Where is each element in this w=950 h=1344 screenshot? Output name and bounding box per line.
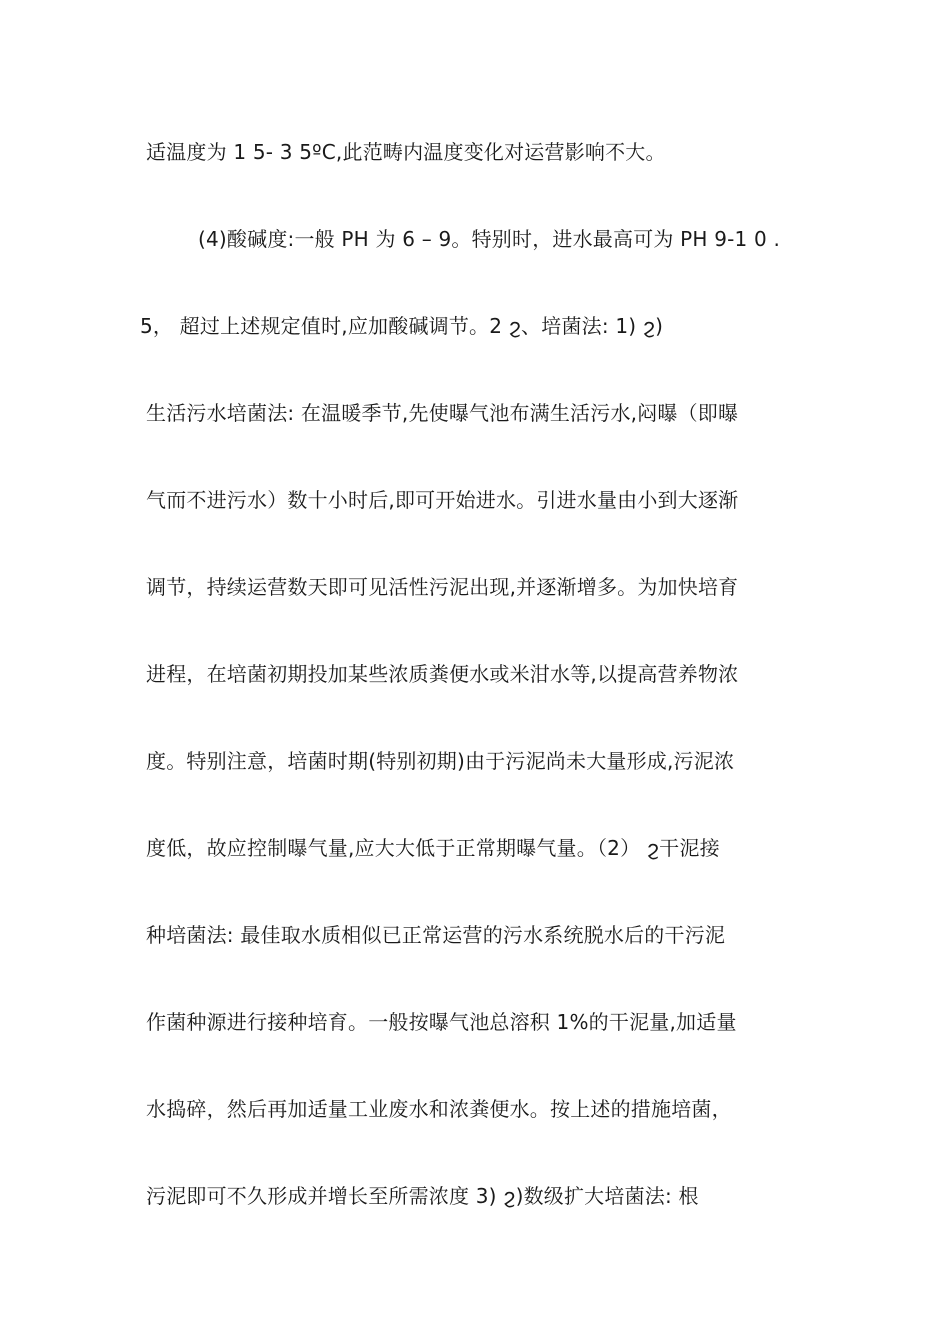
text-line-6: 调节，持续运营数天即可见活性污泥出现,并逐渐增多。为加快培育 [146, 575, 739, 599]
text-line-9: 度低，故应控制曝气量,应大大低于正常期曝气量。（2） ϩ干泥接 [146, 836, 720, 860]
text-line-1: 适温度为 1 5- 3 5ºC,此范畴内温度变化对运营影响不大。 [146, 140, 666, 164]
text-line-10: 种培菌法: 最佳取水质相似已正常运营的污水系统脱水后的干污泥 [146, 923, 726, 947]
text-line-7: 进程，在培菌初期投加某些浓质粪便水或米泔水等,以提高营养物浓 [146, 662, 739, 686]
text-line-3: 5， 超过上述规定值时,应加酸碱调节。2 ϩ、培菌法: 1) ϩ) [140, 314, 664, 338]
text-line-2: (4)酸碱度:一般 PH 为 6 – 9。特别时，进水最高可为 PH 9-1 0 . [198, 227, 781, 251]
text-line-4: 生活污水培菌法: 在温暖季节,先使曝气池布满生活污水,闷曝（即曝 [146, 401, 739, 425]
text-line-13: 污泥即可不久形成并增长至所需浓度 3) ϩ)数级扩大培菌法: 根 [146, 1184, 699, 1208]
text-line-8: 度。特别注意，培菌时期(特别初期)由于污泥尚未大量形成,污泥浓 [146, 749, 735, 773]
text-line-5: 气而不进污水）数十小时后,即可开始进水。引进水量由小到大逐渐 [146, 488, 739, 512]
text-line-12: 水捣碎，然后再加适量工业废水和浓粪便水。按上述的措施培菌， [146, 1097, 732, 1121]
text-line-11: 作菌种源进行接种培育。一般按曝气池总溶积 1%的干泥量,加适量 [146, 1010, 737, 1034]
